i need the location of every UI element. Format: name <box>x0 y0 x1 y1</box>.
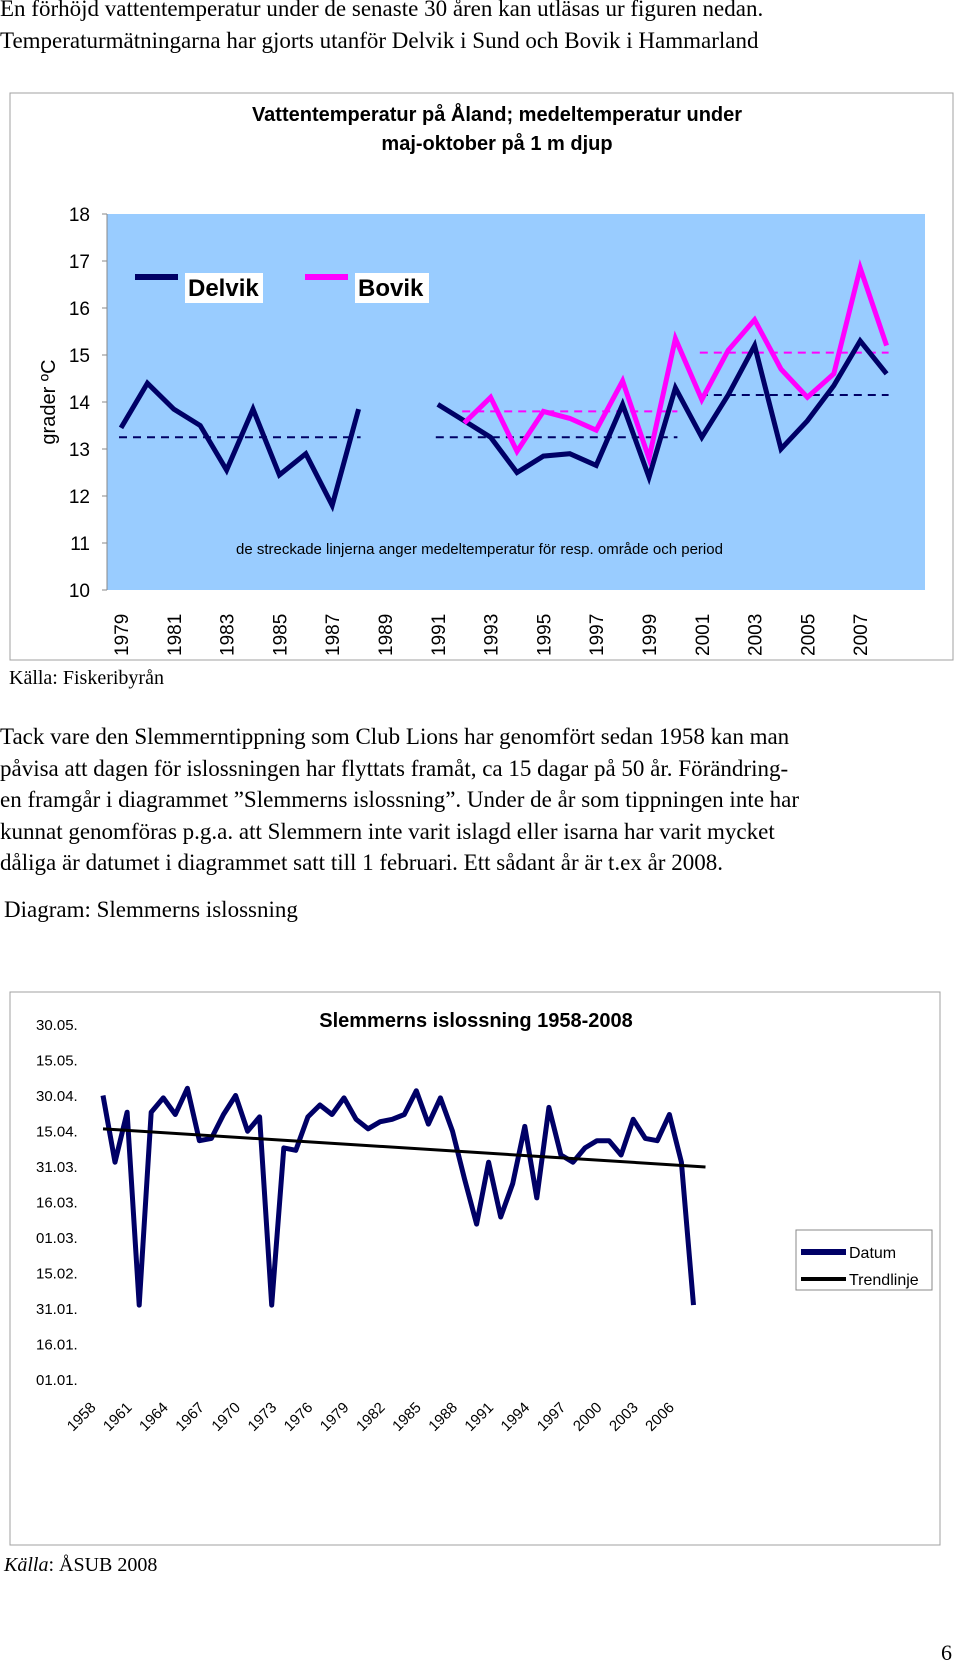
chart2-x-tick-label: 1970 <box>208 1399 245 1435</box>
chart1-x-tick-label: 2003 <box>745 613 767 656</box>
body-line-4: kunnat genomföras p.g.a. att Slemmern inte varit islagd eller isarna har varit mycket <box>0 818 775 844</box>
chart1-y-tick-label: 14 <box>68 393 90 414</box>
chart2-y-tick-label: 15.02. <box>36 1265 78 1283</box>
chart1-x-tick-label: 1997 <box>587 613 609 656</box>
chart1-y-tick-label: 16 <box>68 299 90 320</box>
legend-datum-label: Datum <box>849 1245 897 1262</box>
chart1-x-tick-label: 1985 <box>270 613 292 656</box>
chart2-y-tick-label: 01.03. <box>36 1230 78 1247</box>
body-line-5: dåliga är datumet i diagrammet satt till 1 februari. Ett sådant år är t.ex år 2008. <box>0 850 723 875</box>
chart1-y-tick-label: 13 <box>68 440 90 461</box>
chart2-x-tick-label: 2000 <box>569 1399 606 1435</box>
chart2-y-tick-label: 16.03. <box>36 1194 78 1212</box>
ice-breakup-chart <box>0 990 960 1550</box>
chart1-y-tick-label: 18 <box>68 205 90 226</box>
chart1-x-tick-label: 1989 <box>376 613 397 656</box>
diagram-heading: Diagram: Slemmerns islossning <box>4 897 298 922</box>
chart2-y-tick-label: 01.01. <box>36 1372 78 1389</box>
chart2-title: Slemmerns islossning 1958-2008 <box>319 1010 633 1032</box>
chart1-plot-area <box>107 214 925 590</box>
chart2-y-tick-label: 30.05. <box>36 1017 78 1034</box>
chart2-x-tick-label: 1964 <box>136 1399 172 1435</box>
intro-line-1: En förhöjd vattentemperatur under de senaste 30 åren kan utläsas ur figuren nedan. <box>0 0 764 21</box>
chart2-x-tick-label: 2006 <box>642 1399 678 1435</box>
chart1-y-tick-label: 15 <box>68 346 90 367</box>
legend-delvik-label: Delvik <box>188 275 259 302</box>
chart1-x-tick-label: 1993 <box>481 613 503 656</box>
chart1-y-tick-label: 11 <box>70 534 90 555</box>
page-number: 6 <box>941 1640 952 1665</box>
chart2-y-tick-label: 31.01. <box>36 1301 78 1318</box>
chart1-x-tick-label: 1991 <box>428 613 450 656</box>
chart2-x-tick-label: 1979 <box>316 1399 353 1435</box>
chart1-x-tick-label: 1999 <box>640 613 661 656</box>
water-temperature-chart <box>0 0 960 720</box>
chart2-y-tick-label: 30.04. <box>36 1088 78 1105</box>
chart2-x-tick-label: 1976 <box>280 1399 317 1435</box>
chart1-annotation: de streckade linjerna anger medeltemperatur för resp. område och period <box>236 541 723 558</box>
chart1-x-tick-label: 1981 <box>164 613 186 656</box>
chart2-x-tick-label: 1997 <box>533 1399 570 1435</box>
legend-bovik-label: Bovik <box>358 275 424 302</box>
chart2-y-tick-label: 15.04. <box>36 1123 78 1141</box>
chart2-y-tick-label: 15.05. <box>36 1052 78 1070</box>
chart2-source-rest: : ÅSUB 2008 <box>48 1554 158 1576</box>
chart2-x-tick-label: 2003 <box>606 1399 642 1435</box>
body-paragraph <box>0 721 799 879</box>
chart2-y-tick-label: 31.03. <box>36 1159 78 1176</box>
chart1-x-tick-label: 1979 <box>112 613 133 656</box>
chart1-x-tick-label: 1987 <box>323 613 345 656</box>
legend-trend-label: Trendlinje <box>849 1272 919 1289</box>
chart1-x-tick-label: 2007 <box>851 613 873 656</box>
chart2-x-tick-label: 1988 <box>425 1399 461 1435</box>
chart2-x-tick-label: 1961 <box>99 1399 136 1435</box>
chart1-x-tick-label: 2005 <box>798 613 820 656</box>
chart2-x-tick-label: 1994 <box>497 1399 534 1435</box>
chart1-y-tick-label: 17 <box>68 252 90 273</box>
chart1-title-line-2: maj-oktober på 1 m djup <box>381 133 613 155</box>
chart2-source <box>4 1554 157 1577</box>
chart1-x-tick-label: 1983 <box>217 613 239 656</box>
chart2-x-tick-label: 1958 <box>63 1399 100 1435</box>
chart1-x-tick-label: 2001 <box>692 613 714 656</box>
chart2-x-tick-label: 1982 <box>353 1399 389 1435</box>
chart1-title-line-1: Vattentemperatur på Åland; medeltemperatur under <box>251 104 743 126</box>
body-line-3: en framgår i diagrammet ”Slemmerns islossning”. Under de år som tippningen inte har <box>0 787 800 812</box>
chart2-y-tick-label: 16.01. <box>36 1336 78 1354</box>
chart1-x-tick-label: 1995 <box>534 613 556 656</box>
chart2-x-tick-label: 1985 <box>389 1399 425 1435</box>
intro-line-2: Temperaturmätningarna har gjorts utanför Delvik i Sund och Bovik i Hammarland <box>0 27 759 53</box>
body-line-2: påvisa att dagen för islossningen har flyttats framåt, ca 15 dagar på 50 år. Förändring- <box>0 755 789 781</box>
body-line-1: Tack vare den Slemmerntippning som Club Lions har genomfört sedan 1958 kan man <box>0 724 790 749</box>
chart2-x-tick-label: 1973 <box>244 1399 281 1435</box>
chart2-x-tick-label: 1967 <box>172 1399 208 1435</box>
chart1-y-tick-label: 10 <box>68 581 90 602</box>
chart2-x-tick-label: 1991 <box>461 1399 498 1435</box>
chart1-source: Källa: Fiskeribyrån <box>9 667 164 689</box>
chart1-y-axis-label: grader ºC <box>38 359 60 445</box>
chart2-source-italic: Källa <box>4 1554 49 1576</box>
chart1-y-tick-label: 12 <box>68 487 90 508</box>
